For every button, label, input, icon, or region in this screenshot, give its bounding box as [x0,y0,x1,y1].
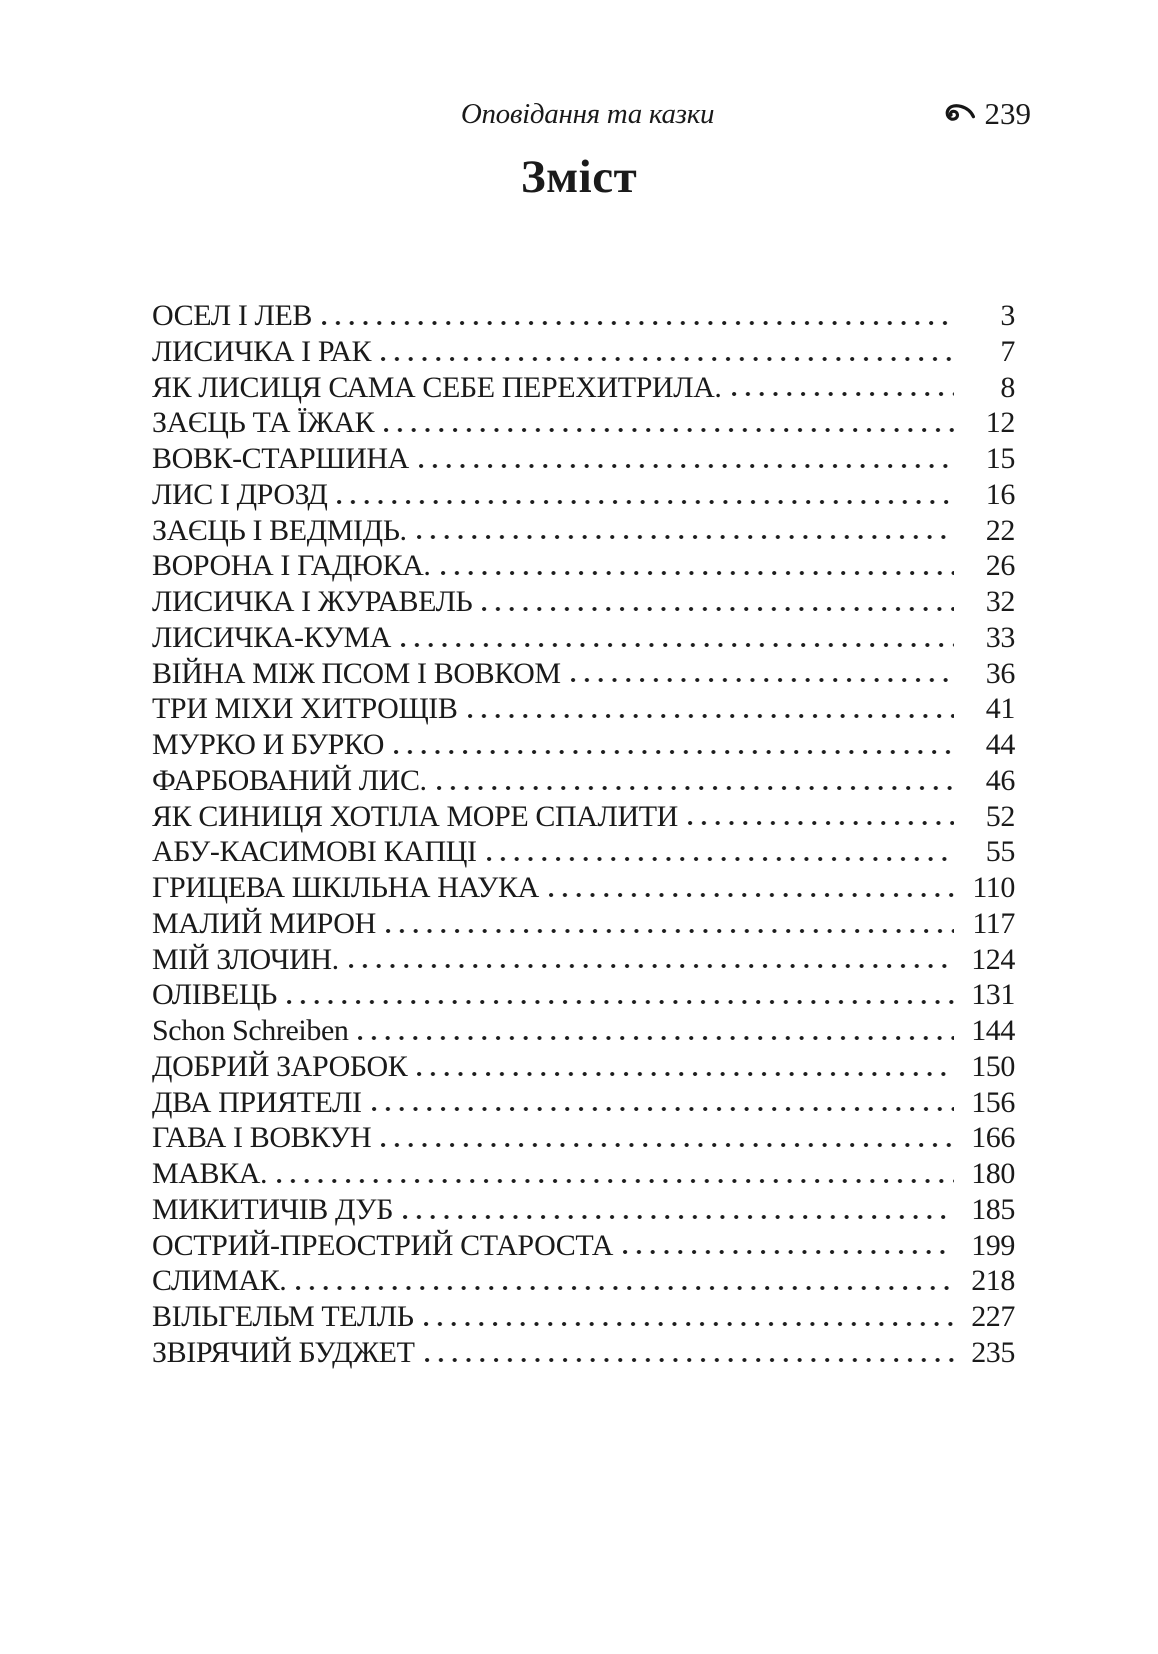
toc-entry-title: ЗВІРЯЧИЙ БУДЖЕТ [152,1335,415,1369]
toc-entry [152,478,1015,514]
dot-leader [419,461,954,468]
toc-entry-page: 180 [971,1157,1015,1190]
toc-entry-page: 8 [1000,370,1015,404]
toc-entry [152,299,1015,335]
fleuron-icon [943,102,975,126]
toc-entry-page: 199 [971,1228,1015,1262]
toc-entry-title: ДОБРИЙ ЗАРОБОК [152,1049,408,1083]
toc-entry-page: 55 [985,835,1015,869]
toc-entry-page: 46 [985,763,1015,797]
toc-entry-page: 16 [985,477,1015,511]
toc-entry [152,371,1015,407]
toc-entry [152,514,1015,550]
toc-entry [152,692,1015,728]
toc-entry-title: ВОВК-СТАРШИНА [152,442,409,475]
dot-leader [688,819,954,826]
toc-entry-title: Schon Schreiben [152,1014,349,1047]
dot-leader [401,640,954,647]
toc-entry [152,442,1015,478]
dot-leader [468,711,954,718]
dot-leader [441,568,954,575]
toc-entry-title: ЗАЄЦЬ ТА ЇЖАК [152,406,375,440]
toc-entry [152,1193,1015,1229]
toc-entry-page: 110 [972,871,1015,904]
toc-entry-page: 36 [985,656,1015,690]
dot-leader [322,318,954,325]
toc-entry [152,1229,1015,1265]
toc-entry-title: ОЛІВЕЦЬ [152,978,277,1012]
dot-leader [394,747,954,754]
toc-entry-title: ВІЙНА МІЖ ПСОМ І ВОВКОМ [152,656,561,690]
toc-entry [152,764,1015,800]
toc-entry-title: ЛИС І ДРОЗД [152,477,328,511]
toc-entry-title: ЛИСИЧКА-КУМА [152,620,392,654]
toc-entry [152,1050,1015,1086]
dot-leader [417,533,954,540]
toc-entry [152,1300,1015,1336]
toc-entry-title: ГРИЦЕВА ШКІЛЬНА НАУКА [152,871,539,904]
toc-entry-page: 131 [971,978,1015,1012]
toc-entry-title: ОСЕЛ І ЛЕВ [152,299,312,332]
toc-entry-page: 124 [971,942,1015,976]
dot-leader [358,1033,954,1040]
toc-entry-page: 117 [972,906,1015,940]
toc-entry-page: 235 [971,1335,1015,1369]
toc-entry [152,549,1015,585]
dot-leader [384,425,954,432]
toc-entry-page: 7 [1000,334,1015,368]
toc-entry-title: ЛИСИЧКА І ЖУРАВЕЛЬ [152,585,473,618]
toc-entry-page: 22 [985,513,1015,547]
dot-leader [372,1105,954,1112]
toc-entry [152,943,1015,979]
dot-leader [381,1140,954,1147]
toc-entry-page: 44 [985,728,1015,761]
dot-leader [623,1248,954,1255]
dot-leader [487,854,954,861]
toc-entry [152,621,1015,657]
toc-entry-page: 166 [971,1121,1015,1155]
toc-entry-title: ЯК СИНИЦЯ ХОТІЛА МОРЕ СПАЛИТИ [152,799,678,833]
toc-entry [152,335,1015,371]
toc-entry [152,1157,1015,1193]
running-title: Оповідання та казки [460,98,715,130]
toc-entry-title: ЗАЄЦЬ І ВЕДМІДЬ. [152,513,407,547]
dot-leader [337,497,954,504]
toc-entry-page: 3 [1000,299,1015,332]
toc-entry-page: 218 [971,1264,1015,1298]
toc-entry [152,871,1015,907]
toc-entry-title: ФАРБОВАНИЙ ЛИС. [152,763,427,797]
toc-entry-page: 41 [985,692,1015,726]
toc-entry-page: 15 [985,442,1015,475]
toc-entry-title: МАЛИЙ МИРОН [152,906,376,940]
toc-entry-page: 26 [985,549,1015,583]
toc-entry-title: ТРИ МІХИ ХИТРОЩІВ [152,692,458,726]
dot-leader [403,1212,954,1219]
toc-entry [152,1121,1015,1157]
toc-entry [152,907,1015,943]
dot-leader [287,997,954,1004]
toc-entry [152,585,1015,621]
toc-entry [152,1014,1015,1050]
toc-entry-page: 150 [971,1049,1015,1083]
dot-leader [732,390,954,397]
toc-entry-title: МАВКА. [152,1157,268,1190]
toc-entry-title: ГАВА І ВОВКУН [152,1121,372,1155]
dot-leader [381,354,954,361]
toc-entry-page: 12 [985,406,1015,440]
toc-entry [152,800,1015,836]
toc-entry [152,978,1015,1014]
toc-entry-title: ДВА ПРИЯТЕЛІ [152,1085,362,1119]
folio-page-number: 239 [984,96,1031,131]
folio [943,96,1032,132]
toc-list [152,299,1015,1372]
toc-entry-page: 185 [971,1192,1015,1226]
toc-entry [152,835,1015,871]
dot-leader [386,926,954,933]
dot-leader [349,962,954,969]
dot-leader [549,890,954,897]
toc-entry-page: 156 [971,1085,1015,1119]
toc-entry-page: 144 [971,1014,1015,1047]
toc-entry-page: 227 [971,1300,1015,1333]
toc-entry-title: СЛИМАК. [152,1264,287,1298]
dot-leader [424,1319,954,1326]
toc-entry [152,406,1015,442]
toc-entry [152,1264,1015,1300]
toc-entry-title: ЛИСИЧКА І РАК [152,334,372,368]
toc-entry-title: АБУ-КАСИМОВІ КАПЦІ [152,835,477,869]
toc-entry-title: МІЙ ЗЛОЧИН. [152,942,339,976]
toc-entry-title: МУРКО И БУРКО [152,728,385,761]
toc-entry-page: 52 [985,799,1015,833]
dot-leader [425,1355,954,1362]
running-head [152,96,1031,134]
dot-leader [417,1069,954,1076]
toc-entry [152,1086,1015,1122]
dot-leader [437,783,954,790]
toc-entry-title: ЯК ЛИСИЦЯ САМА СЕБЕ ПЕРЕХИТРИЛА. [152,370,722,404]
dot-leader [296,1283,954,1290]
dot-leader [277,1176,954,1183]
toc-entry [152,1336,1015,1372]
toc-entry-title: ОСТРИЙ-ПРЕОСТРИЙ СТАРОСТА [152,1228,614,1262]
toc-entry [152,728,1015,764]
toc-entry-page: 32 [985,585,1015,618]
toc-entry-title: ВІЛЬГЕЛЬМ ТЕЛЛЬ [152,1300,414,1333]
dot-leader [482,604,954,611]
dot-leader [571,676,954,683]
toc-entry-title: МИКИТИЧІВ ДУБ [152,1192,394,1226]
page-title: Зміст [520,151,638,203]
toc-entry [152,657,1015,693]
toc-entry-title: ВОРОНА І ГАДЮКА. [152,549,431,583]
toc-entry-page: 33 [985,620,1015,654]
